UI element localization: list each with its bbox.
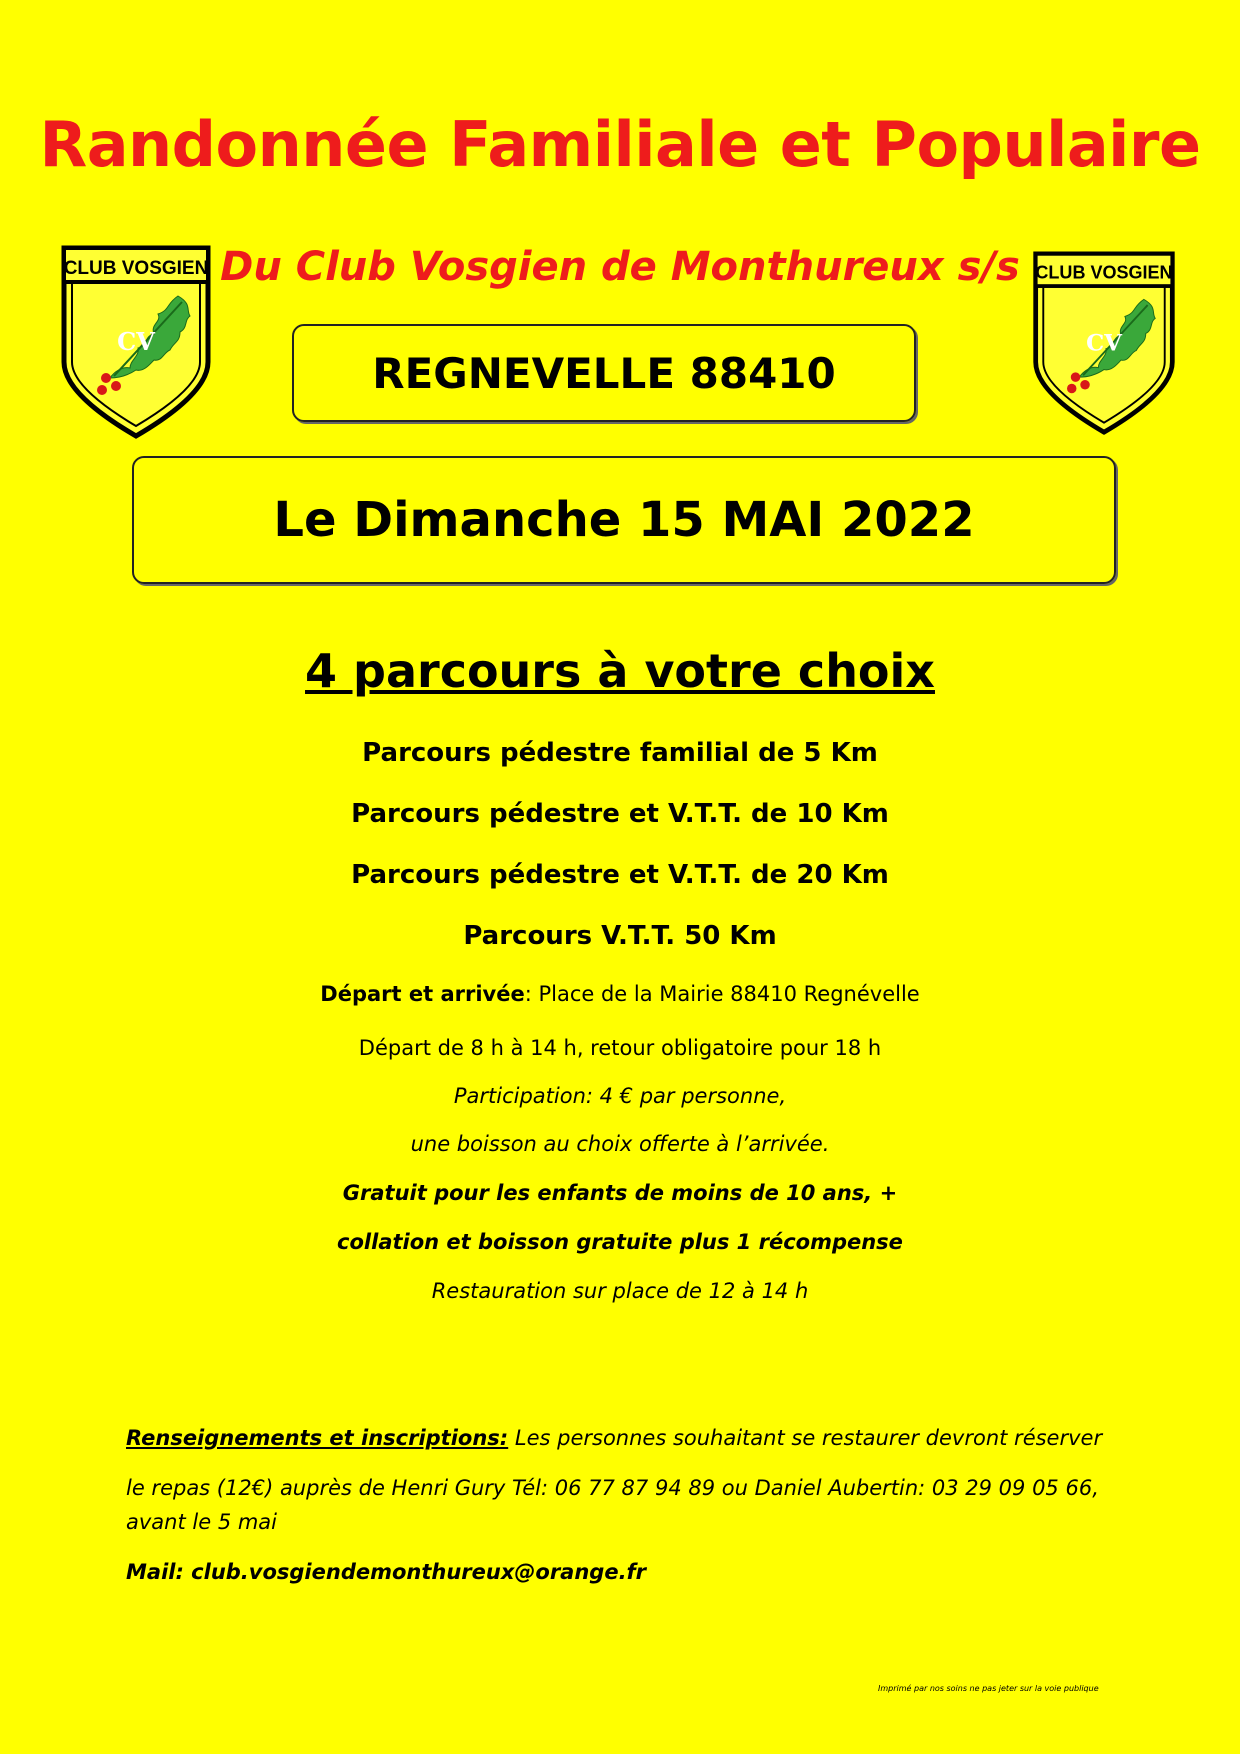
start-line [0,982,1240,1006]
drink-line: une boisson au choix offerte à l’arrivée. [410,1132,830,1156]
route-item: Parcours pédestre familial de 5 Km [362,738,878,768]
route-item: Parcours V.T.T. 50 Km [463,921,777,951]
catering-line: Restauration sur place de 12 à 14 h [431,1279,809,1303]
date-box [132,456,1116,584]
info-line-3: avant le 5 mai [126,1510,278,1534]
logo-text: CLUB VOSGIEN [1035,262,1173,283]
logo-text: CLUB VOSGIEN [63,258,209,279]
logo-monogram: CV [1086,330,1122,357]
logo-monogram: CV [117,327,155,356]
info-line-1 [126,1424,1126,1453]
info-line-2: le repas (12€) auprès de Henri Gury Tél: 06 77 87 94 89 ou Daniel Aubertin: 03 29 09 05 66, [126,1476,1099,1500]
schedule-line: Départ de 8 h à 14 h, retour obligatoire pour 18 h [358,1036,882,1060]
club-vosgien-logo-left [58,244,218,444]
subtitle: Du Club Vosgien de Monthureux s/s [220,244,1020,290]
place-box [292,324,916,422]
participation-line: Participation: 4 € par personne, [453,1084,787,1108]
free-children-line-2: collation et boisson gratuite plus 1 récompense [337,1230,903,1254]
route-item: Parcours pédestre et V.T.T. de 20 Km [351,860,889,890]
choices-heading: 4 parcours à votre choix [305,644,935,698]
page-title: Randonnée Familiale et Populaire [39,108,1201,181]
print-note: Imprimé par nos soins ne pas jeter sur la voie publique [878,1684,1099,1693]
route-item: Parcours pédestre et V.T.T. de 10 Km [351,799,889,829]
info-text-1: Les personnes souhaitant se restaurer devront réserver [508,1426,1103,1450]
club-logo-shield-icon [1030,250,1178,436]
club-logo-shield-icon [58,244,214,440]
start-label: Départ et arrivée [320,982,525,1006]
date-text: Le Dimanche 15 MAI 2022 [273,492,975,548]
club-vosgien-logo-right [1030,250,1190,450]
free-children-line-1: Gratuit pour les enfants de moins de 10 ans, + [342,1181,898,1205]
info-label: Renseignements et inscriptions: [126,1426,509,1450]
mail-line: Mail: club.vosgiendemonthureux@orange.fr [126,1560,647,1584]
start-text: : Place de la Mairie 88410 Regnévelle [524,982,920,1006]
place-text: REGNEVELLE 88410 [372,348,836,398]
